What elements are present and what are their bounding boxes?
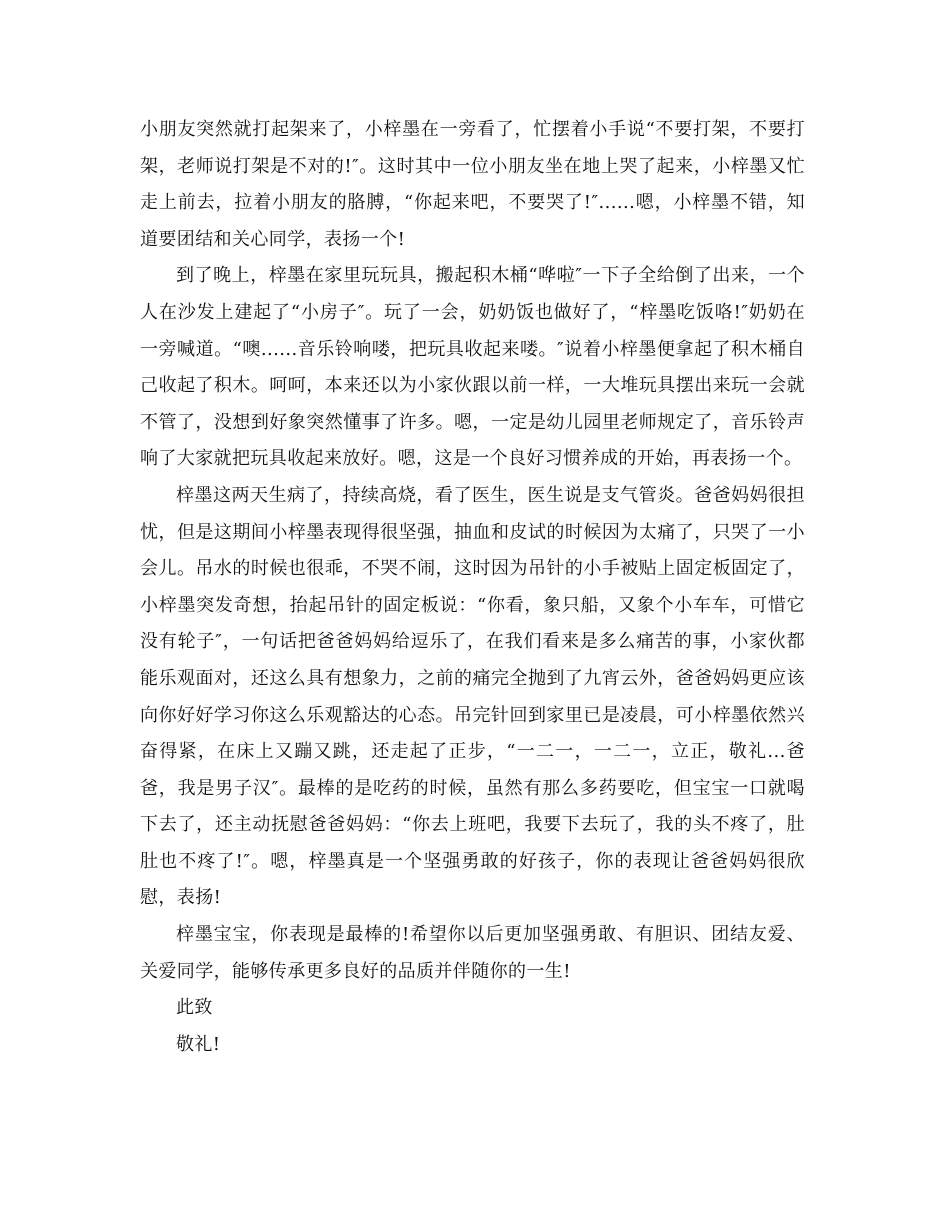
paragraph-continued: 小朋友突然就打起架来了，小梓墨在一旁看了，忙摆着小手说“不要打架，不要打架，老师说打架是不对的!″。这时其中一位小朋友坐在地上哭了起来，小梓墨又忙走上前去，拉着小朋友的胳膊，“你起来吧，不要哭了!″......嗯，小梓墨不错，知道要团结和关心同学，表扬一个! [140,119,805,250]
letter-body [140,112,805,1063]
paragraph-closing-wish: 梓墨宝宝，你表现是最棒的!希望你以后更加坚强勇敢、有胆识、团结友爱、关爱同学，能够传承更多良好的品质并伴随你的一生! [140,924,805,982]
salutation-jingli: 敬礼! [176,1033,221,1055]
salutation-cizhi: 此致 [176,997,213,1019]
paragraph-illness: 梓墨这两天生病了，持续高烧，看了医生，医生说是支气管炎。爸爸妈妈很担忧，但是这期间小梓墨表现得很坚强，抽血和皮试的时候因为太痛了，只哭了一小会儿。吊水的时候也很乖，不哭不闹，这时因为吊针的小手被贴上固定板固定了，小梓墨突发奇想，抬起吊针的固定板说：“你看，象只船，又象个小车车，可惜它没有轮子″，一句话把爸爸妈妈给逗乐了，在我们看来是多么痛苦的事，小家伙都能乐观面对，还这么具有想象力，之前的痛完全抛到了九宵云外，爸爸妈妈更应该向你好好学习你这么乐观豁达的心态。吊完针回到家里已是凌晨，可小梓墨依然兴奋得紧，在床上又蹦又跳，还走起了正步，“一二一，一二一，立正，敬礼...爸爸，我是男子汉″。最棒的是吃药的时候，虽然有那么多药要吃，但宝宝一口就喝下去了，还主动抚慰爸爸妈妈：“你去上班吧，我要下去玩了，我的头不疼了，肚肚也不疼了!″。嗯，梓墨真是一个坚强勇敢的好孩子，你的表现让爸爸妈妈很欣慰，表扬! [140,484,805,909]
paragraph-evening-toys: 到了晚上，梓墨在家里玩玩具，搬起积木桶“哗啦″一下子全给倒了出来，一个人在沙发上建起了“小房子″。玩了一会，奶奶饭也做好了，“梓墨吃饭咯!″奶奶在一旁喊道。“噢......音乐铃响喽，把玩具收起来喽。″说着小梓墨便拿起了积木桶自己收起了积木。呵呵，本来还以为小家伙跟以前一样，一大堆玩具摆出来玩一会就不管了，没想到好象突然懂事了许多。嗯，一定是幼儿园里老师规定了，音乐铃声响了大家就把玩具收起来放好。嗯，这是一个良好习惯养成的开始，再表扬一个。 [140,265,805,470]
